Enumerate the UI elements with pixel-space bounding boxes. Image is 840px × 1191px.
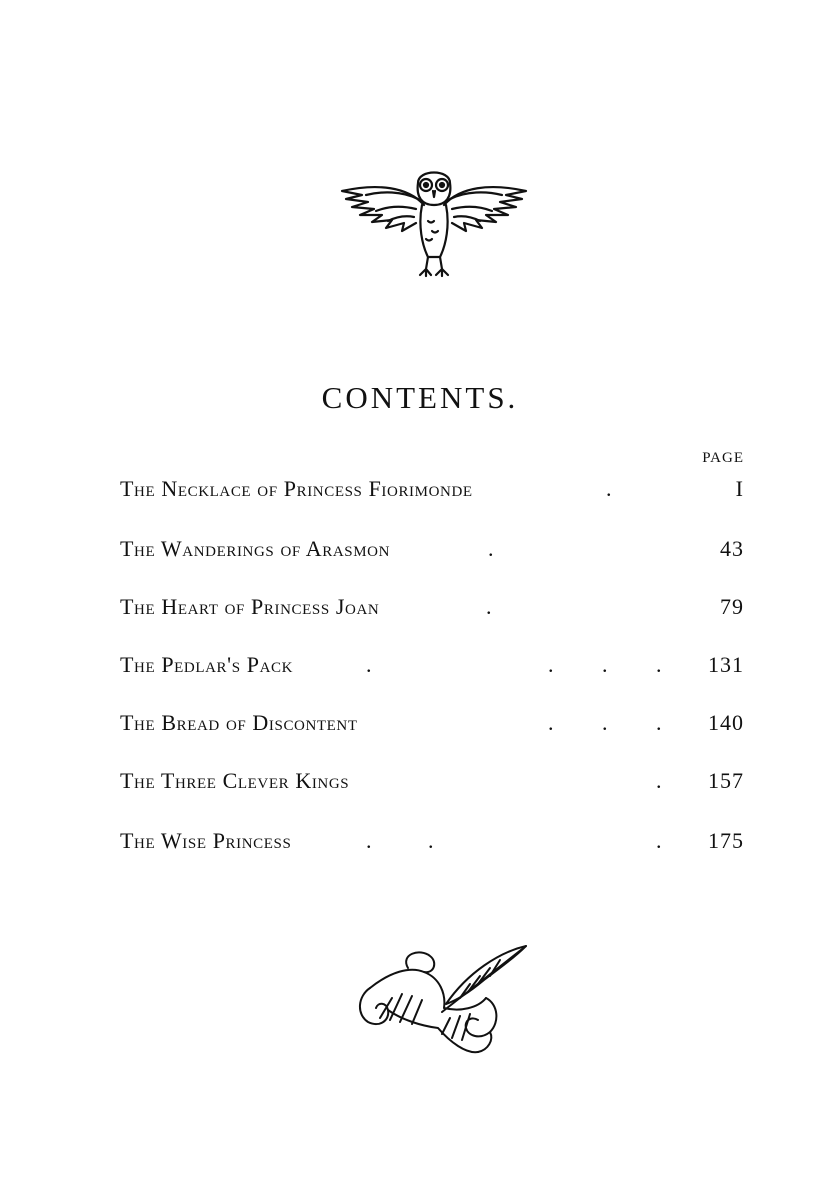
toc-entry[interactable]	[120, 650, 744, 684]
toc-entry-page: 175	[708, 828, 744, 853]
leader-dot: .	[606, 476, 612, 501]
toc-entry-title: The Three Clever Kings	[120, 768, 350, 793]
toc-entry-page: 140	[708, 710, 744, 735]
leader-dot: .	[548, 652, 554, 677]
toc-entry-page: I	[735, 476, 744, 501]
toc-entry-page: 157	[708, 768, 744, 793]
leader-dot: .	[656, 768, 662, 793]
toc-entry-title: The Wanderings of Arasmon	[120, 536, 390, 561]
leader-dot: .	[656, 828, 662, 853]
toc-entry[interactable]	[120, 708, 744, 742]
toc-entry-title: The Heart of Princess Joan	[120, 594, 380, 619]
leader-dot: .	[602, 652, 608, 677]
toc-entry[interactable]	[120, 474, 744, 508]
leader-dot: .	[486, 594, 492, 619]
toc-entry-title: The Pedlar's Pack	[120, 652, 294, 677]
toc-entry[interactable]	[120, 766, 744, 800]
leader-dot: .	[366, 652, 372, 677]
toc-entry[interactable]	[120, 826, 744, 860]
toc-entry-page: 131	[708, 652, 744, 677]
leader-dot: .	[428, 828, 434, 853]
toc-entry-title: The Wise Princess	[120, 828, 292, 853]
toc-entry-page: 43	[720, 536, 744, 561]
toc-entry-page: 79	[720, 594, 744, 619]
toc-entry-title: The Necklace of Princess Fiorimonde	[120, 476, 473, 501]
leader-dot: .	[602, 710, 608, 735]
leader-dot: .	[366, 828, 372, 853]
owl-icon	[338, 165, 530, 280]
toc-entry-title: The Bread of Discontent	[120, 710, 358, 735]
leader-dot: .	[656, 710, 662, 735]
toc-entry[interactable]	[120, 592, 744, 626]
page-column-label: PAGE	[702, 450, 744, 466]
scroll-and-quill-icon	[350, 942, 532, 1064]
leader-dot: .	[488, 536, 494, 561]
page-title: CONTENTS.	[321, 380, 519, 415]
toc-entry[interactable]	[120, 534, 744, 568]
leader-dot: .	[656, 652, 662, 677]
leader-dot: .	[548, 710, 554, 735]
